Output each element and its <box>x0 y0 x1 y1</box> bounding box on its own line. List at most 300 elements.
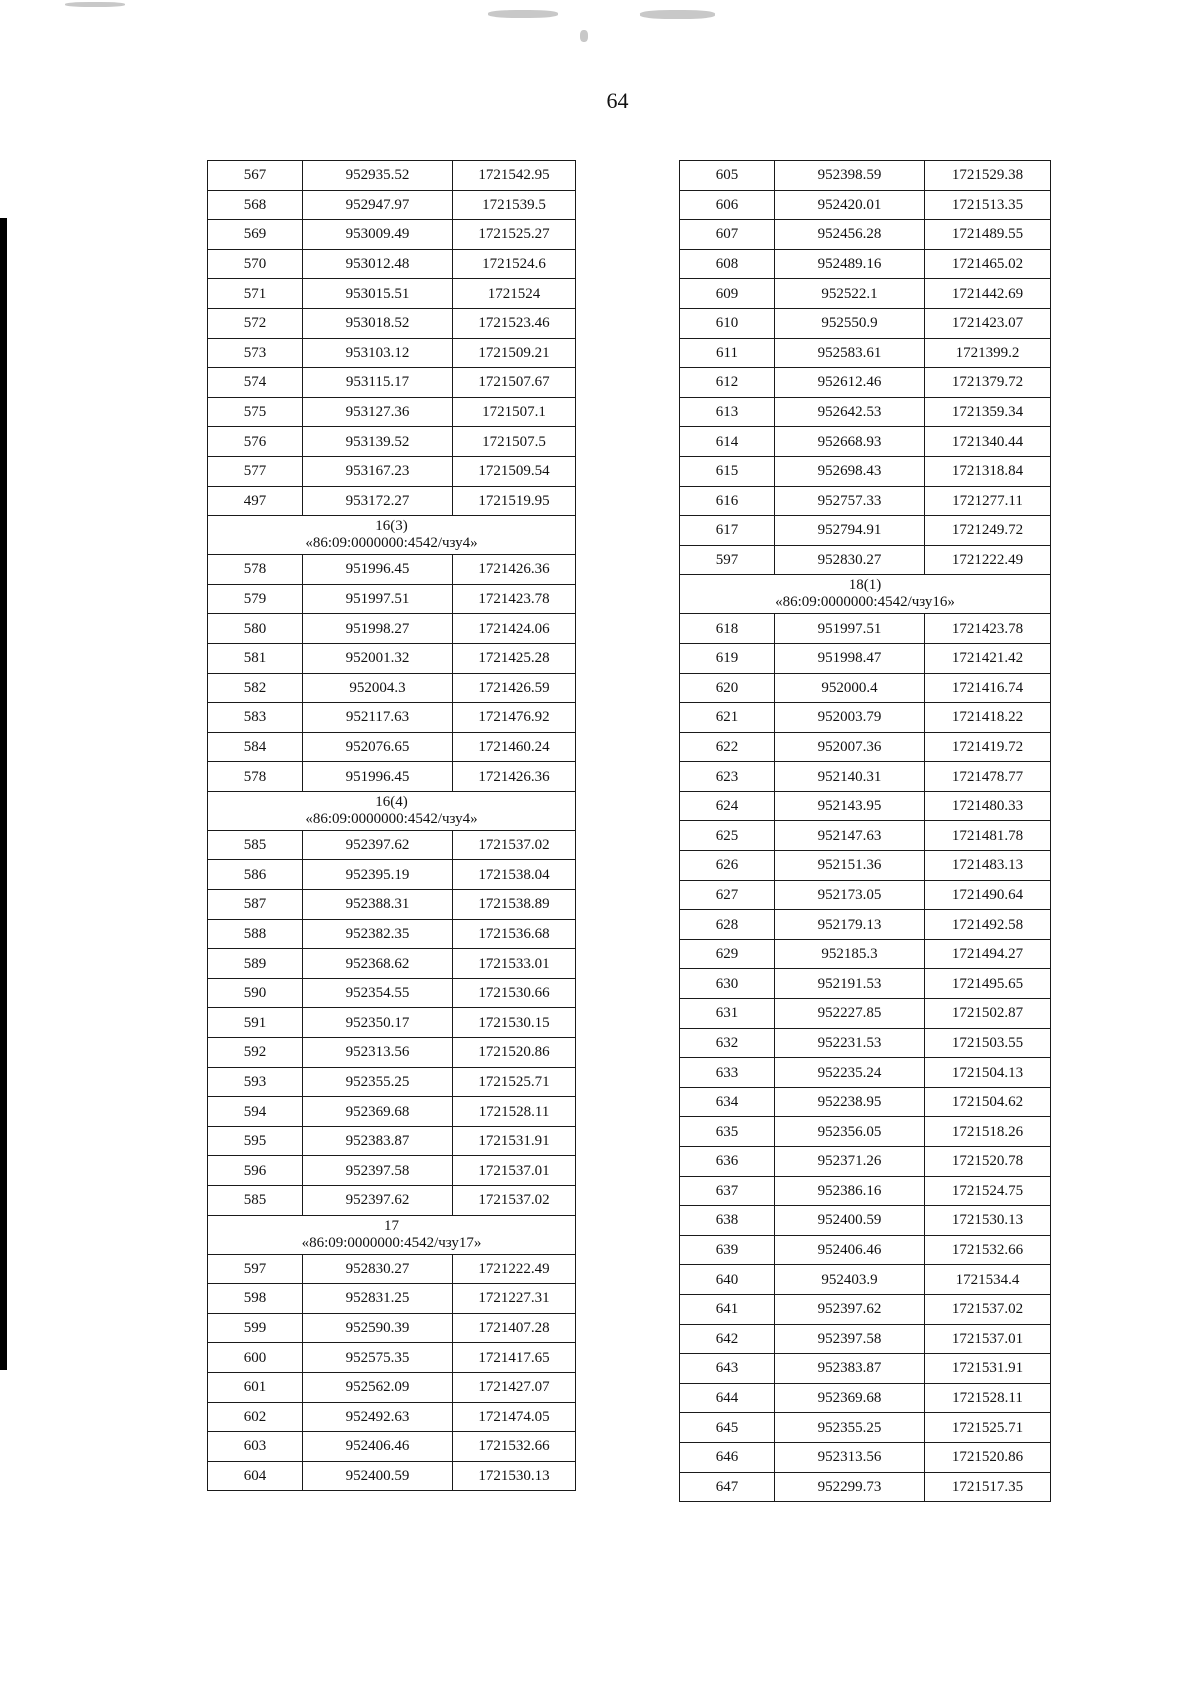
table-row <box>680 1087 1051 1117</box>
cadastral-code: «86:09:0000000:4542/чзу16» <box>775 594 955 611</box>
table-row <box>208 555 576 585</box>
x-coordinate: 952830.27 <box>303 1254 453 1284</box>
x-coordinate: 952492.63 <box>303 1402 453 1432</box>
point-number: 619 <box>680 643 775 673</box>
x-coordinate: 952371.26 <box>775 1147 925 1177</box>
x-coordinate: 952355.25 <box>775 1413 925 1443</box>
point-number: 604 <box>208 1461 303 1491</box>
y-coordinate: 1721494.27 <box>925 939 1051 969</box>
table-row <box>680 1028 1051 1058</box>
section-header <box>208 791 576 830</box>
y-coordinate: 1721507.5 <box>453 427 576 457</box>
y-coordinate: 1721524.6 <box>453 249 576 279</box>
table-row <box>680 456 1051 486</box>
point-number: 622 <box>680 732 775 762</box>
section-number: 17 <box>384 1217 399 1234</box>
point-number: 641 <box>680 1294 775 1324</box>
table-row <box>680 545 1051 575</box>
x-coordinate: 952397.62 <box>303 830 453 860</box>
x-coordinate: 952794.91 <box>775 516 925 546</box>
y-coordinate: 1721481.78 <box>925 821 1051 851</box>
x-coordinate: 952403.9 <box>775 1265 925 1295</box>
point-number: 592 <box>208 1038 303 1068</box>
table-row <box>680 338 1051 368</box>
table-row <box>208 1372 576 1402</box>
coordinates-table-right <box>679 160 1051 1502</box>
section-header-row <box>208 516 576 555</box>
point-number: 584 <box>208 732 303 762</box>
table-row <box>680 614 1051 644</box>
point-number: 645 <box>680 1413 775 1443</box>
point-number: 615 <box>680 456 775 486</box>
y-coordinate: 1721525.27 <box>453 220 576 250</box>
point-number: 607 <box>680 220 775 250</box>
y-coordinate: 1721530.13 <box>453 1461 576 1491</box>
table-row <box>208 860 576 890</box>
point-number: 628 <box>680 910 775 940</box>
point-number: 578 <box>208 555 303 585</box>
point-number: 588 <box>208 919 303 949</box>
y-coordinate: 1721416.74 <box>925 673 1051 703</box>
y-coordinate: 1721227.31 <box>453 1284 576 1314</box>
point-number: 585 <box>208 830 303 860</box>
point-number: 574 <box>208 368 303 398</box>
point-number: 575 <box>208 397 303 427</box>
table-row <box>208 1313 576 1343</box>
x-coordinate: 952191.53 <box>775 969 925 999</box>
x-coordinate: 952140.31 <box>775 762 925 792</box>
table-row <box>208 614 576 644</box>
y-coordinate: 1721533.01 <box>453 949 576 979</box>
table-row <box>208 308 576 338</box>
table-row <box>208 190 576 220</box>
y-coordinate: 1721528.11 <box>925 1383 1051 1413</box>
x-coordinate: 952143.95 <box>775 791 925 821</box>
x-coordinate: 952397.58 <box>303 1156 453 1186</box>
x-coordinate: 952238.95 <box>775 1087 925 1117</box>
point-number: 586 <box>208 860 303 890</box>
y-coordinate: 1721529.38 <box>925 161 1051 191</box>
y-coordinate: 1721318.84 <box>925 456 1051 486</box>
y-coordinate: 1721492.58 <box>925 910 1051 940</box>
point-number: 599 <box>208 1313 303 1343</box>
x-coordinate: 951997.51 <box>303 584 453 614</box>
point-number: 635 <box>680 1117 775 1147</box>
point-number: 579 <box>208 584 303 614</box>
table-row <box>208 949 576 979</box>
x-coordinate: 952003.79 <box>775 703 925 733</box>
y-coordinate: 1721418.22 <box>925 703 1051 733</box>
x-coordinate: 953018.52 <box>303 308 453 338</box>
y-coordinate: 1721530.13 <box>925 1206 1051 1236</box>
table-row <box>680 851 1051 881</box>
x-coordinate: 952179.13 <box>775 910 925 940</box>
point-number: 610 <box>680 308 775 338</box>
table-row <box>680 880 1051 910</box>
x-coordinate: 952757.33 <box>775 486 925 516</box>
section-header <box>208 1215 576 1254</box>
y-coordinate: 1721507.1 <box>453 397 576 427</box>
point-number: 573 <box>208 338 303 368</box>
y-coordinate: 1721518.26 <box>925 1117 1051 1147</box>
y-coordinate: 1721503.55 <box>925 1028 1051 1058</box>
x-coordinate: 952830.27 <box>775 545 925 575</box>
x-coordinate: 952313.56 <box>303 1038 453 1068</box>
x-coordinate: 952397.62 <box>775 1294 925 1324</box>
table-row <box>680 969 1051 999</box>
x-coordinate: 952642.53 <box>775 397 925 427</box>
point-number: 572 <box>208 308 303 338</box>
x-coordinate: 952395.19 <box>303 860 453 890</box>
y-coordinate: 1721531.91 <box>453 1126 576 1156</box>
point-number: 618 <box>680 614 775 644</box>
section-header-row <box>208 791 576 830</box>
y-coordinate: 1721524.75 <box>925 1176 1051 1206</box>
x-coordinate: 952235.24 <box>775 1058 925 1088</box>
cadastral-code: «86:09:0000000:4542/чзу4» <box>305 810 478 827</box>
y-coordinate: 1721419.72 <box>925 732 1051 762</box>
x-coordinate: 952227.85 <box>775 999 925 1029</box>
y-coordinate: 1721536.68 <box>453 919 576 949</box>
scan-edge-bar <box>0 218 7 1370</box>
x-coordinate: 952382.35 <box>303 919 453 949</box>
table-row <box>680 939 1051 969</box>
x-coordinate: 952386.16 <box>775 1176 925 1206</box>
y-coordinate: 1721426.59 <box>453 673 576 703</box>
y-coordinate: 1721509.54 <box>453 456 576 486</box>
point-number: 589 <box>208 949 303 979</box>
y-coordinate: 1721538.04 <box>453 860 576 890</box>
y-coordinate: 1721425.28 <box>453 643 576 673</box>
x-coordinate: 952397.62 <box>303 1186 453 1216</box>
point-number: 569 <box>208 220 303 250</box>
x-coordinate: 952354.55 <box>303 978 453 1008</box>
y-coordinate: 1721379.72 <box>925 368 1051 398</box>
y-coordinate: 1721476.92 <box>453 703 576 733</box>
y-coordinate: 1721249.72 <box>925 516 1051 546</box>
y-coordinate: 1721222.49 <box>453 1254 576 1284</box>
y-coordinate: 1721504.62 <box>925 1087 1051 1117</box>
x-coordinate: 952368.62 <box>303 949 453 979</box>
table-row <box>208 703 576 733</box>
point-number: 606 <box>680 190 775 220</box>
table-row <box>208 486 576 516</box>
y-coordinate: 1721525.71 <box>925 1413 1051 1443</box>
x-coordinate: 951996.45 <box>303 555 453 585</box>
y-coordinate: 1721442.69 <box>925 279 1051 309</box>
point-number: 594 <box>208 1097 303 1127</box>
x-coordinate: 952947.97 <box>303 190 453 220</box>
point-number: 585 <box>208 1186 303 1216</box>
scan-speck <box>488 10 558 18</box>
point-number: 637 <box>680 1176 775 1206</box>
x-coordinate: 952575.35 <box>303 1343 453 1373</box>
x-coordinate: 953009.49 <box>303 220 453 250</box>
y-coordinate: 1721489.55 <box>925 220 1051 250</box>
x-coordinate: 953127.36 <box>303 397 453 427</box>
x-coordinate: 952612.46 <box>775 368 925 398</box>
y-coordinate: 1721530.15 <box>453 1008 576 1038</box>
point-number: 621 <box>680 703 775 733</box>
y-coordinate: 1721277.11 <box>925 486 1051 516</box>
point-number: 582 <box>208 673 303 703</box>
point-number: 497 <box>208 486 303 516</box>
y-coordinate: 1721525.71 <box>453 1067 576 1097</box>
x-coordinate: 952489.16 <box>775 249 925 279</box>
y-coordinate: 1721532.66 <box>925 1235 1051 1265</box>
point-number: 633 <box>680 1058 775 1088</box>
point-number: 627 <box>680 880 775 910</box>
section-number: 16(3) <box>375 518 408 535</box>
point-number: 632 <box>680 1028 775 1058</box>
cadastral-code: «86:09:0000000:4542/чзу17» <box>301 1234 482 1251</box>
table-row <box>208 1461 576 1491</box>
y-coordinate: 1721530.66 <box>453 978 576 1008</box>
point-number: 643 <box>680 1354 775 1384</box>
x-coordinate: 952590.39 <box>303 1313 453 1343</box>
x-coordinate: 952356.05 <box>775 1117 925 1147</box>
x-coordinate: 952001.32 <box>303 643 453 673</box>
point-number: 647 <box>680 1472 775 1502</box>
y-coordinate: 1721520.86 <box>925 1442 1051 1472</box>
table-row <box>680 999 1051 1029</box>
table-row <box>208 732 576 762</box>
point-number: 580 <box>208 614 303 644</box>
y-coordinate: 1721537.02 <box>453 1186 576 1216</box>
table-row <box>680 1206 1051 1236</box>
x-coordinate: 952185.3 <box>775 939 925 969</box>
point-number: 578 <box>208 762 303 792</box>
table-row <box>680 1294 1051 1324</box>
point-number: 597 <box>680 545 775 575</box>
table-row <box>680 368 1051 398</box>
table-row <box>680 762 1051 792</box>
table-row <box>680 910 1051 940</box>
table-body-left <box>208 161 576 1491</box>
x-coordinate: 953015.51 <box>303 279 453 309</box>
section-header-row <box>208 1215 576 1254</box>
table-row <box>680 673 1051 703</box>
point-number: 614 <box>680 427 775 457</box>
table-row <box>680 308 1051 338</box>
table-row <box>208 220 576 250</box>
point-number: 571 <box>208 279 303 309</box>
x-coordinate: 952231.53 <box>775 1028 925 1058</box>
cadastral-code: «86:09:0000000:4542/чзу4» <box>305 535 478 552</box>
point-number: 623 <box>680 762 775 792</box>
y-coordinate: 1721507.67 <box>453 368 576 398</box>
y-coordinate: 1721539.5 <box>453 190 576 220</box>
y-coordinate: 1721537.02 <box>925 1294 1051 1324</box>
y-coordinate: 1721424.06 <box>453 614 576 644</box>
x-coordinate: 952004.3 <box>303 673 453 703</box>
x-coordinate: 952173.05 <box>775 880 925 910</box>
point-number: 636 <box>680 1147 775 1177</box>
x-coordinate: 952698.43 <box>775 456 925 486</box>
y-coordinate: 1721513.35 <box>925 190 1051 220</box>
y-coordinate: 1721538.89 <box>453 890 576 920</box>
point-number: 601 <box>208 1372 303 1402</box>
x-coordinate: 951998.27 <box>303 614 453 644</box>
x-coordinate: 952831.25 <box>303 1284 453 1314</box>
x-coordinate: 952420.01 <box>775 190 925 220</box>
point-number: 568 <box>208 190 303 220</box>
y-coordinate: 1721426.36 <box>453 555 576 585</box>
section-header-row <box>680 575 1051 614</box>
table-row <box>208 1126 576 1156</box>
point-number: 602 <box>208 1402 303 1432</box>
x-coordinate: 952398.59 <box>775 161 925 191</box>
table-row <box>208 1067 576 1097</box>
x-coordinate: 953172.27 <box>303 486 453 516</box>
point-number: 597 <box>208 1254 303 1284</box>
x-coordinate: 952355.25 <box>303 1067 453 1097</box>
point-number: 605 <box>680 161 775 191</box>
x-coordinate: 952550.9 <box>775 308 925 338</box>
y-coordinate: 1721399.2 <box>925 338 1051 368</box>
table-row <box>208 1156 576 1186</box>
x-coordinate: 952000.4 <box>775 673 925 703</box>
scan-speck <box>65 2 125 7</box>
y-coordinate: 1721474.05 <box>453 1402 576 1432</box>
table-row <box>208 643 576 673</box>
y-coordinate: 1721502.87 <box>925 999 1051 1029</box>
section-number: 18(1) <box>848 577 882 594</box>
table-row <box>208 249 576 279</box>
x-coordinate: 952668.93 <box>775 427 925 457</box>
point-number: 603 <box>208 1432 303 1462</box>
y-coordinate: 1721542.95 <box>453 161 576 191</box>
table-row <box>680 791 1051 821</box>
x-coordinate: 952007.36 <box>775 732 925 762</box>
x-coordinate: 952583.61 <box>775 338 925 368</box>
y-coordinate: 1721520.86 <box>453 1038 576 1068</box>
y-coordinate: 1721460.24 <box>453 732 576 762</box>
point-number: 600 <box>208 1343 303 1373</box>
y-coordinate: 1721509.21 <box>453 338 576 368</box>
x-coordinate: 952299.73 <box>775 1472 925 1502</box>
point-number: 581 <box>208 643 303 673</box>
table-row <box>680 1058 1051 1088</box>
x-coordinate: 952397.58 <box>775 1324 925 1354</box>
point-number: 624 <box>680 791 775 821</box>
point-number: 639 <box>680 1235 775 1265</box>
point-number: 587 <box>208 890 303 920</box>
table-row <box>680 486 1051 516</box>
table-row <box>208 456 576 486</box>
table-row <box>208 397 576 427</box>
point-number: 596 <box>208 1156 303 1186</box>
point-number: 616 <box>680 486 775 516</box>
table-row <box>208 1038 576 1068</box>
x-coordinate: 953012.48 <box>303 249 453 279</box>
y-coordinate: 1721426.36 <box>453 762 576 792</box>
table-row <box>208 279 576 309</box>
y-coordinate: 1721534.4 <box>925 1265 1051 1295</box>
table-row <box>680 1442 1051 1472</box>
table-row <box>208 368 576 398</box>
y-coordinate: 1721524 <box>453 279 576 309</box>
x-coordinate: 953103.12 <box>303 338 453 368</box>
table-row <box>208 1097 576 1127</box>
table-row <box>208 1343 576 1373</box>
x-coordinate: 952456.28 <box>775 220 925 250</box>
x-coordinate: 952383.87 <box>775 1354 925 1384</box>
y-coordinate: 1721340.44 <box>925 427 1051 457</box>
table-row <box>208 978 576 1008</box>
point-number: 630 <box>680 969 775 999</box>
x-coordinate: 952522.1 <box>775 279 925 309</box>
point-number: 617 <box>680 516 775 546</box>
point-number: 576 <box>208 427 303 457</box>
scan-speck <box>640 10 715 19</box>
y-coordinate: 1721465.02 <box>925 249 1051 279</box>
table-row <box>208 161 576 191</box>
x-coordinate: 951998.47 <box>775 643 925 673</box>
table-row <box>680 279 1051 309</box>
x-coordinate: 952117.63 <box>303 703 453 733</box>
x-coordinate: 952350.17 <box>303 1008 453 1038</box>
table-row <box>680 397 1051 427</box>
point-number: 626 <box>680 851 775 881</box>
x-coordinate: 953139.52 <box>303 427 453 457</box>
point-number: 590 <box>208 978 303 1008</box>
section-number: 16(4) <box>375 793 408 810</box>
y-coordinate: 1721417.65 <box>453 1343 576 1373</box>
point-number: 591 <box>208 1008 303 1038</box>
table-row <box>208 673 576 703</box>
point-number: 608 <box>680 249 775 279</box>
y-coordinate: 1721537.01 <box>925 1324 1051 1354</box>
table-row <box>208 919 576 949</box>
y-coordinate: 1721528.11 <box>453 1097 576 1127</box>
x-coordinate: 952400.59 <box>775 1206 925 1236</box>
table-row <box>680 249 1051 279</box>
table-row <box>208 1008 576 1038</box>
table-row <box>680 1117 1051 1147</box>
point-number: 570 <box>208 249 303 279</box>
x-coordinate: 952935.52 <box>303 161 453 191</box>
table-row <box>680 516 1051 546</box>
x-coordinate: 952369.68 <box>303 1097 453 1127</box>
y-coordinate: 1721504.13 <box>925 1058 1051 1088</box>
table-row <box>208 1186 576 1216</box>
y-coordinate: 1721423.78 <box>925 614 1051 644</box>
section-header <box>208 516 576 555</box>
y-coordinate: 1721523.46 <box>453 308 576 338</box>
table-row <box>680 1147 1051 1177</box>
scan-speck <box>580 30 588 42</box>
y-coordinate: 1721359.34 <box>925 397 1051 427</box>
x-coordinate: 951996.45 <box>303 762 453 792</box>
y-coordinate: 1721423.07 <box>925 308 1051 338</box>
table-row <box>680 703 1051 733</box>
point-number: 638 <box>680 1206 775 1236</box>
x-coordinate: 952076.65 <box>303 732 453 762</box>
y-coordinate: 1721537.01 <box>453 1156 576 1186</box>
x-coordinate: 952562.09 <box>303 1372 453 1402</box>
point-number: 644 <box>680 1383 775 1413</box>
x-coordinate: 952313.56 <box>775 1442 925 1472</box>
table-row <box>680 1265 1051 1295</box>
point-number: 595 <box>208 1126 303 1156</box>
table-row <box>680 1176 1051 1206</box>
page-number: 64 <box>606 88 629 113</box>
table-row <box>680 1413 1051 1443</box>
y-coordinate: 1721222.49 <box>925 545 1051 575</box>
y-coordinate: 1721531.91 <box>925 1354 1051 1384</box>
table-row <box>680 1235 1051 1265</box>
